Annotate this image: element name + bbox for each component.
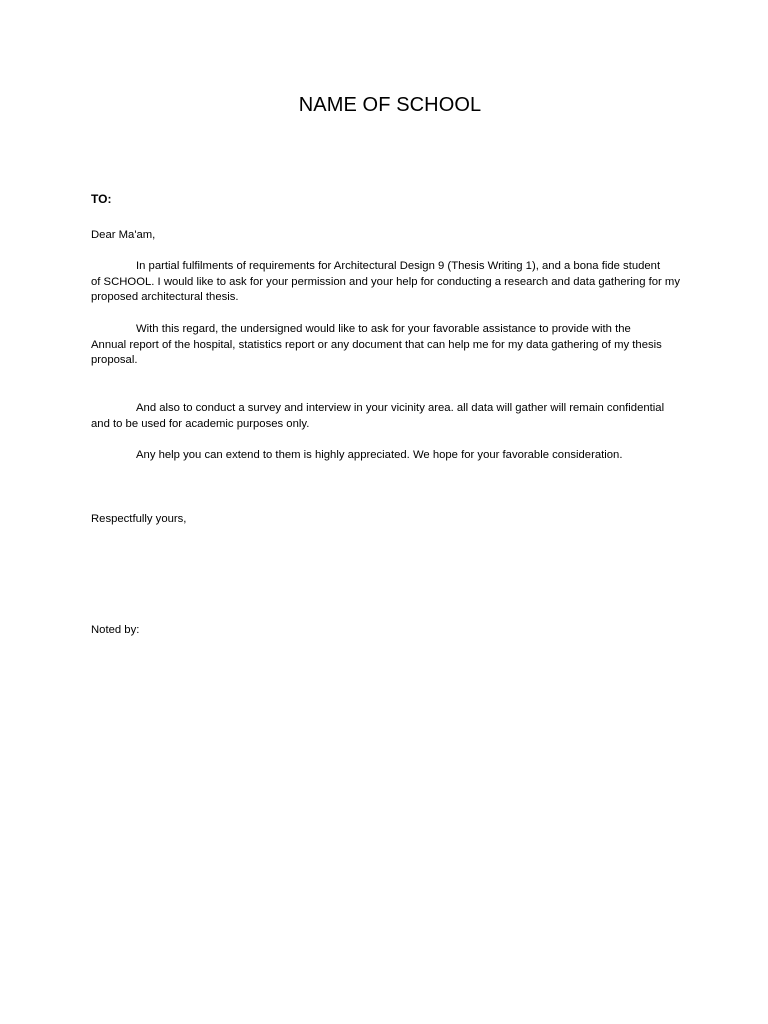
paragraph-request-line-1: In partial fulfilments of requirements for Architectural Design 9 (Thesis Writing 1), and a bona fide student [136, 260, 661, 272]
paragraph-survey-line-2: and to be used for academic purposes only. [91, 417, 310, 430]
paragraph-assistance-line-3: proposal. [91, 354, 138, 367]
paragraph-survey-line-1: And also to conduct a survey and interview in your vicinity area. all data will gather will remain confidential [136, 402, 665, 414]
paragraph-appreciation-line-1: Any help you can extend to them is highly appreciated. We hope for your favorable consideration. [136, 449, 623, 461]
paragraph-assistance-line-1: With this regard, the undersigned would like to ask for your favorable assistance to provide with the [136, 323, 631, 335]
salutation: Dear Ma'am, [91, 229, 156, 241]
paragraph-request [91, 259, 691, 306]
recipient-to-label: TO: [91, 192, 112, 206]
paragraph-appreciation [91, 448, 691, 464]
paragraph-survey [91, 401, 691, 432]
closing-line: Respectfully yours, [91, 513, 187, 525]
noted-by-label: Noted by: [91, 624, 140, 636]
paragraph-assistance-line-2: Annual report of the hospital, statistics report or any document that can help me for my data gathering of my thesis [91, 338, 662, 351]
paragraph-request-line-3: proposed architectural thesis. [91, 291, 239, 304]
school-name-heading: NAME OF SCHOOL [298, 94, 482, 116]
paragraph-request-line-2: of SCHOOL. I would like to ask for your permission and your help for conducting a research and data gathering for my [91, 275, 680, 288]
paragraph-assistance [91, 322, 691, 369]
